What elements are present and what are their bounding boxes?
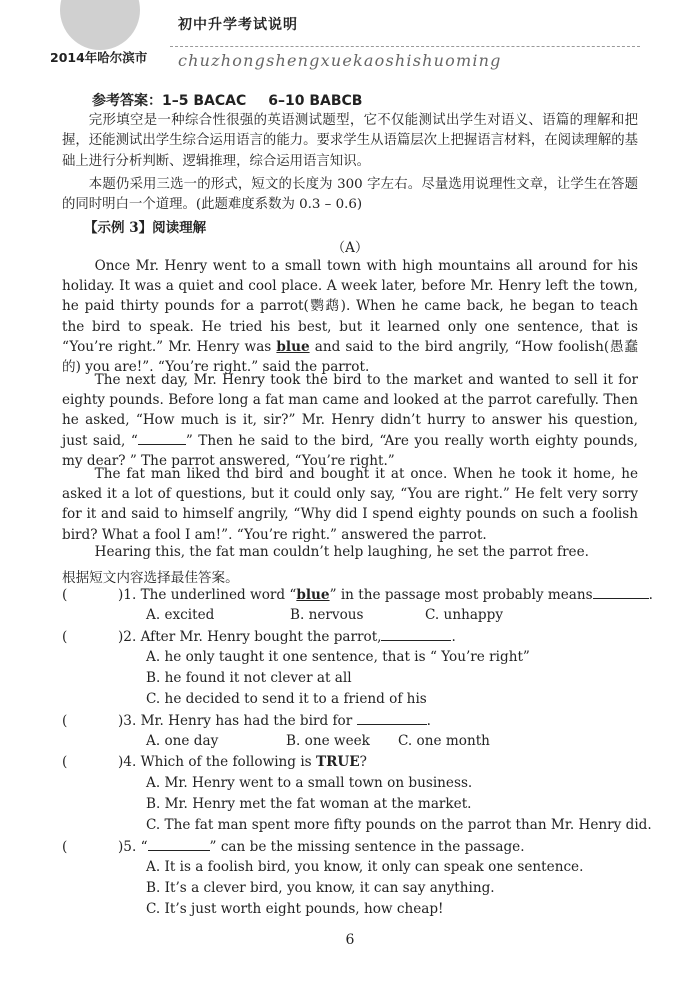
- header-city: 2014年哈尔滨市: [50, 50, 148, 65]
- intro-paragraph-1: 完形填空是一种综合性很强的英语测试题型，它不仅能测试出学生对语义、语篇的理解和把握，还能测试出学生综合运用语言的能力。要求学生从语篇层次上把握语言材料，在阅读理解的基础上进行分析判断、逻辑推理，综合运用语言知识。: [62, 113, 638, 169]
- q1-option-c: C. unhappy: [425, 607, 504, 623]
- question-instruction: 根据短文内容选择最佳答案。: [62, 570, 239, 586]
- answer-key-part1: 参考答案：1–5 BACAC: [92, 93, 247, 109]
- header-divider: [170, 46, 640, 47]
- answer-key-part2: 6–10 BABCB: [268, 93, 363, 109]
- q2-option-c: C. he decided to send it to a friend of his: [146, 691, 427, 707]
- q5-option-c: C. It’s just worth eight pounds, how cheap!: [146, 901, 444, 917]
- example-title: 【示例 3】阅读理解: [84, 220, 207, 236]
- story-blank: [138, 432, 186, 445]
- header-pinyin: chuzhongshengxuekaoshishuoming: [178, 51, 502, 70]
- q4-option-c: C. The fat man spent more fifty pounds on the parrot than Mr. Henry did.: [146, 817, 652, 833]
- q5-option-a: A. It is a foolish bird, you know, it only can speak one sentence.: [146, 859, 584, 875]
- answer-key: [92, 90, 362, 110]
- answer-blank: [593, 586, 649, 599]
- q2-option-a: A. he only taught it one sentence, that is “ You’re right”: [146, 649, 530, 665]
- answer-blank: [357, 712, 427, 725]
- section-label: （A）: [331, 240, 369, 256]
- question-4: ( )4. Which of the following is TRUE?: [62, 754, 367, 770]
- question-2: ( )2. After Mr. Henry bought the parrot, .: [62, 629, 456, 645]
- intro-paragraph-2: 本题仍采用三选一的形式，短文的长度为 300 字左右。尽量选用说理性文章，让学生在答题的同时明白一个道理。(此题难度系数为 0.3 – 0.6): [62, 177, 638, 213]
- header-logo-circle: [60, 0, 140, 50]
- page-number: 6: [345, 932, 355, 948]
- q1-option-a: A. excited: [146, 607, 215, 623]
- q4-option-b: B. Mr. Henry met the fat woman at the market.: [146, 796, 472, 812]
- q3-option-c: C. one month: [398, 733, 490, 749]
- story-paragraph-1: Once Mr. Henry went to a small town with high mountains all around for his holiday. It was a quiet and cool place. A week later, before Mr. Henry left the town, he paid thirty pounds for a parrot(鹦鹉). When he came back, he began to teach the bird to speak. He tried his best, but it learned only one sentence, that is “You’re right.” Mr. Henry was blue and said to the bird angrily, “How foolish(愚蠢的) you are!”. “You’re right.” said the parrot.: [62, 258, 639, 376]
- underlined-word-blue: blue: [276, 338, 310, 355]
- answer-blank: [381, 628, 451, 641]
- header-title: 初中升学考试说明: [178, 17, 298, 33]
- q3-option-a: A. one day: [146, 733, 219, 749]
- q2-option-b: B. he found it not clever at all: [146, 670, 352, 686]
- question-5: ( )5. “ ” can be the missing sentence in the passage.: [62, 839, 525, 855]
- q5-option-b: B. It’s a clever bird, you know, it can say anything.: [146, 880, 495, 896]
- q4-option-a: A. Mr. Henry went to a small town on business.: [146, 775, 473, 791]
- story-paragraph-4: Hearing this, the fat man couldn’t help laughing, he set the parrot free.: [94, 544, 589, 560]
- answer-blank: [148, 838, 210, 851]
- question-3: ( )3. Mr. Henry has had the bird for .: [62, 713, 431, 729]
- story-paragraph-3: The fat man liked thd bird and bought it at once. When he took it home, he asked it a lot of questions, but it could only say, “You are right.” He felt very sorry for it and said to himself angrily, “Why did I spend eighty pounds on such a foolish bird? What a fool I am!”. “You’re right.” answered the parrot.: [62, 466, 638, 543]
- q1-option-b: B. nervous: [290, 607, 364, 623]
- q3-option-b: B. one week: [286, 733, 370, 749]
- question-1: ( )1. The underlined word “blue” in the passage most probably means .: [62, 587, 653, 603]
- story-paragraph-2: The next day, Mr. Henry took the bird to the market and wanted to sell it for eighty pounds. Before long a fat man came and looked at the parrot carefully. Then he asked, “How much is it, sir?” Mr. Henry didn’t hurry to answer his question, just said, “ ” Then he said to the bird, “Are you really worth eighty pounds, my dear? ” The parrot answered, “You’re right.”: [62, 372, 639, 469]
